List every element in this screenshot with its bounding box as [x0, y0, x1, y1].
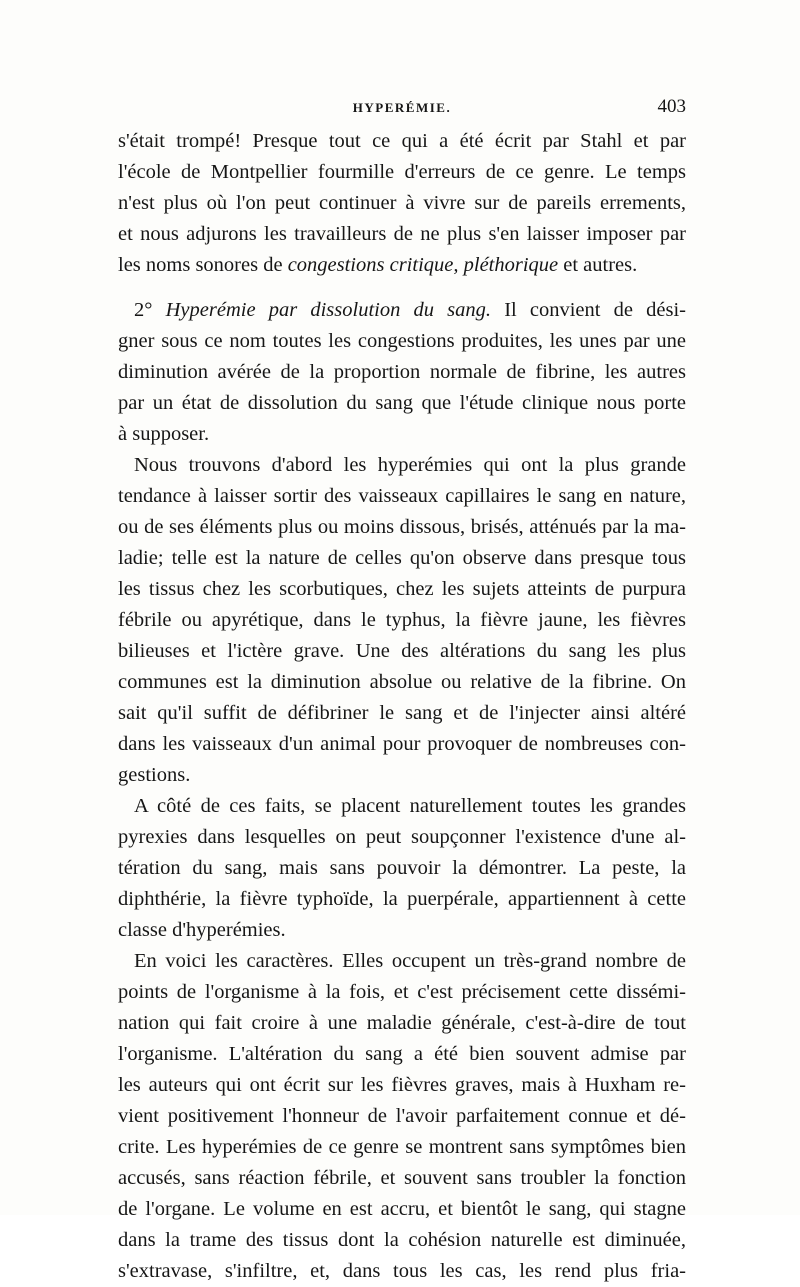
text-span: les noms sonores de: [118, 254, 288, 276]
text-line: accusés, sans réaction fébrile, et souvent sans troubler la fonction: [118, 1167, 686, 1189]
text-line: Nous trouvons d'abord les hyperémies qui ont la plus grande: [134, 454, 686, 476]
text-span: Il convient de dési-: [491, 299, 686, 321]
section-number: 2°: [134, 299, 166, 321]
text-line: dans les vaisseaux d'un animal pour provoquer de nombreuses con-: [118, 733, 686, 755]
paragraph-3: [118, 450, 686, 791]
text-line: gestions.: [118, 764, 191, 786]
text-line: communes est la diminution absolue ou relative de la fibrine. On: [118, 671, 686, 693]
text-line: bilieuses et l'ictère grave. Une des altérations du sang les plus: [118, 640, 686, 662]
paragraph-1: [118, 126, 686, 281]
paragraph-4: [118, 791, 686, 946]
text-line: A côté de ces faits, se placent naturellement toutes les grandes: [134, 795, 686, 817]
text-span: et autres.: [558, 254, 638, 276]
italic-term: congestions critique, pléthorique: [287, 254, 559, 276]
text-line: diminution avérée de la proportion normale de fibrine, les autres: [118, 361, 686, 383]
text-line: tération du sang, mais sans pouvoir la démontrer. La peste, la: [118, 857, 686, 879]
text-line: tendance à laisser sortir des vaisseaux capillaires le sang en nature,: [118, 485, 686, 507]
text-line: diphthérie, la fièvre typhoïde, la puerpérale, appartiennent à cette: [118, 888, 686, 910]
page-number: 403: [657, 96, 686, 117]
text-line: crite. Les hyperémies de ce genre se montrent sans symptômes bien: [118, 1136, 686, 1158]
text-line: vient positivement l'honneur de l'avoir parfaitement connue et dé-: [118, 1105, 686, 1127]
text-line: par un état de dissolution du sang que l'étude clinique nous porte: [118, 392, 686, 414]
running-title: HYPERÉMIE.: [352, 100, 452, 115]
text-line: et nous adjurons les travailleurs de ne plus s'en laisser imposer par: [118, 223, 686, 245]
paragraph-5: [118, 946, 686, 1287]
text-line: les auteurs qui ont écrit sur les fièvres graves, mais à Huxham re-: [118, 1074, 686, 1096]
text-line: nation qui fait croire à une maladie générale, c'est-à-dire de tout: [118, 1012, 686, 1034]
text-line: pyrexies dans lesquelles on peut soupçonner l'existence d'une al-: [118, 826, 686, 848]
running-head: [118, 96, 686, 120]
section-heading: Hyperémie par dissolution du sang.: [165, 299, 492, 321]
text-line: gner sous ce nom toutes les congestions produites, les unes par une: [118, 330, 686, 352]
text-line: ladie; telle est la nature de celles qu'on observe dans presque tous: [118, 547, 686, 569]
text-line: s'était trompé! Presque tout ce qui a été écrit par Stahl et par: [118, 130, 686, 152]
text-line: sait qu'il suffit de défibriner le sang et de l'injecter ainsi altéré: [118, 702, 686, 724]
text-line: l'organisme. L'altération du sang a été bien souvent admise par: [118, 1043, 686, 1065]
paragraph-2: [118, 295, 686, 450]
text-line: [118, 295, 686, 326]
text-block: [118, 126, 686, 1287]
text-line: classe d'hyperémies.: [118, 919, 286, 941]
paragraph-gap: [118, 281, 686, 295]
text-line: points de l'organisme à la fois, et c'est précisement cette dissémi-: [118, 981, 686, 1003]
text-line: ou de ses éléments plus ou moins dissous, brisés, atténués par la ma-: [118, 516, 686, 538]
text-line: dans la trame des tissus dont la cohésion naturelle est diminuée,: [118, 1229, 686, 1251]
text-line: En voici les caractères. Elles occupent un très-grand nombre de: [134, 950, 686, 972]
text-line: n'est plus où l'on peut continuer à vivre sur de pareils errements,: [118, 192, 686, 214]
text-line: fébrile ou apyrétique, dans le typhus, la fièvre jaune, les fièvres: [118, 609, 686, 631]
text-line: [118, 250, 686, 281]
text-line: s'extravase, s'infiltre, et, dans tous les cas, les rend plus fria-: [118, 1260, 686, 1282]
text-line: les tissus chez les scorbutiques, chez les sujets atteints de purpura: [118, 578, 686, 600]
text-line: l'école de Montpellier fourmille d'erreurs de ce genre. Le temps: [118, 161, 686, 183]
text-line: de l'organe. Le volume en est accru, et bientôt le sang, qui stagne: [118, 1198, 686, 1220]
text-line: à supposer.: [118, 423, 210, 445]
